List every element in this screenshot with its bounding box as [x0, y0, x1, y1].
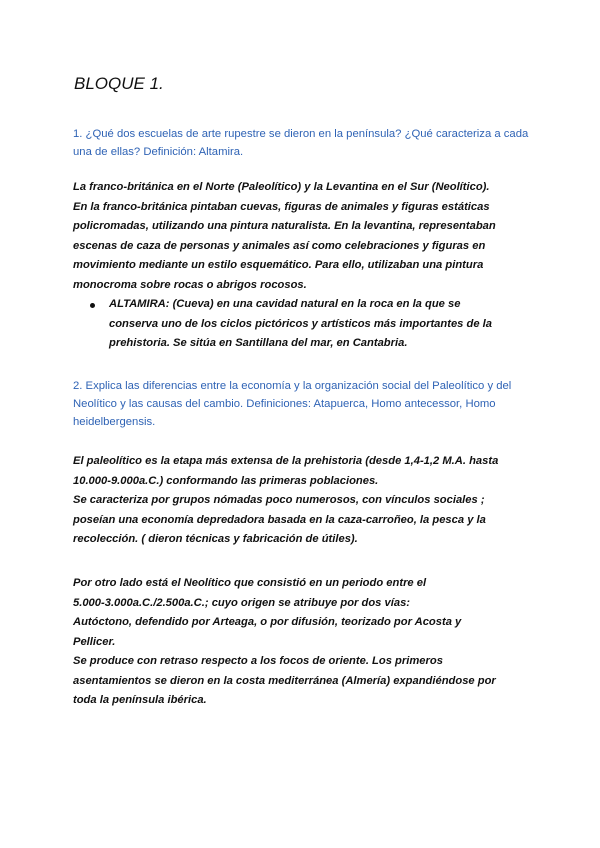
- list-item-line: ALTAMIRA: (Cueva) en una cavidad natural en la roca en la que se: [109, 298, 461, 310]
- answer-2b-line: toda la península ibérica.: [73, 694, 207, 706]
- bullet-icon: [90, 303, 95, 308]
- answer-2b-line: 5.000-3.000a.C./2.500a.C.; cuyo origen se atribuye por dos vías:: [73, 596, 411, 609]
- list-item-altamira: [73, 295, 533, 354]
- question-2-line-1: 2. Explica las diferencias entre la economía y la organización social del Paleolítico y del: [73, 380, 512, 392]
- answer-2-neolithic: [73, 574, 533, 711]
- answer-1-line: En la franco-británica pintaban cuevas, figuras de animales y figuras estáticas: [73, 200, 490, 213]
- answer-2a-line: El paleolítico es la etapa más extensa de la prehistoria (desde 1,4-1,2 M.A. hasta: [73, 455, 499, 467]
- question-1-line-2: una de ellas? Definición: Altamira.: [73, 146, 244, 158]
- answer-2b-line: Autóctono, defendido por Arteaga, o por difusión, teorizado por Acosta y: [73, 616, 462, 628]
- answer-2a-line: 10.000-9.000a.C.) conformando las primeras poblaciones.: [73, 474, 379, 487]
- question-2-line-2: Neolítico y las causas del cambio. Definiciones: Atapuerca, Homo antecessor, Homo: [73, 398, 496, 410]
- answer-1-line: policromadas, utilizando una pintura naturalista. En la levantina, representaban: [73, 220, 496, 232]
- question-1: [73, 125, 533, 161]
- answer-2b-line: Se produce con retraso respecto a los focos de oriente. Los primeros: [73, 655, 443, 667]
- answer-1-line: La franco-británica en el Norte (Paleolítico) y la Levantina en el Sur (Neolítico).: [73, 181, 490, 193]
- answer-1-line: movimiento mediante un estilo esquemático. Para ello, utilizaban una pintura: [73, 259, 484, 271]
- answer-1: [73, 178, 533, 354]
- page-title: BLOQUE 1.: [74, 74, 164, 93]
- question-1-line-1: 1. ¿Qué dos escuelas de arte rupestre se dieron en la península? ¿Qué caracteriza a cada: [73, 128, 529, 140]
- answer-1-line: monocroma sobre rocas o abrigos rocosos.: [73, 278, 307, 291]
- answer-2a-line: Se caracteriza por grupos nómadas poco numerosos, con vínculos sociales ;: [73, 494, 485, 506]
- definition-list: [73, 295, 533, 354]
- answer-2a-line: recolección. ( dieron técnicas y fabricación de útiles).: [73, 533, 358, 545]
- answer-2b-line: asentamientos se dieron en la costa mediterránea (Almería) expandiéndose por: [73, 674, 496, 687]
- question-2-line-3: heidelbergensis.: [73, 416, 156, 428]
- answer-2b-line: Pellicer.: [73, 635, 116, 648]
- list-item-line: conserva uno de los ciclos pictóricos y artísticos más importantes de la: [109, 317, 492, 330]
- list-item-line: prehistoria. Se sitúa en Santillana del mar, en Cantabria.: [109, 337, 408, 349]
- answer-2b-line: Por otro lado está el Neolítico que consistió en un periodo entre el: [73, 577, 427, 589]
- answer-2-paleolithic: [73, 452, 533, 550]
- question-2: [73, 377, 533, 431]
- answer-2a-line: poseían una economía depredadora basada en la caza-carroñeo, la pesca y la: [73, 513, 486, 526]
- answer-1-line: escenas de caza de personas y animales así como celebraciones y figuras en: [73, 239, 486, 252]
